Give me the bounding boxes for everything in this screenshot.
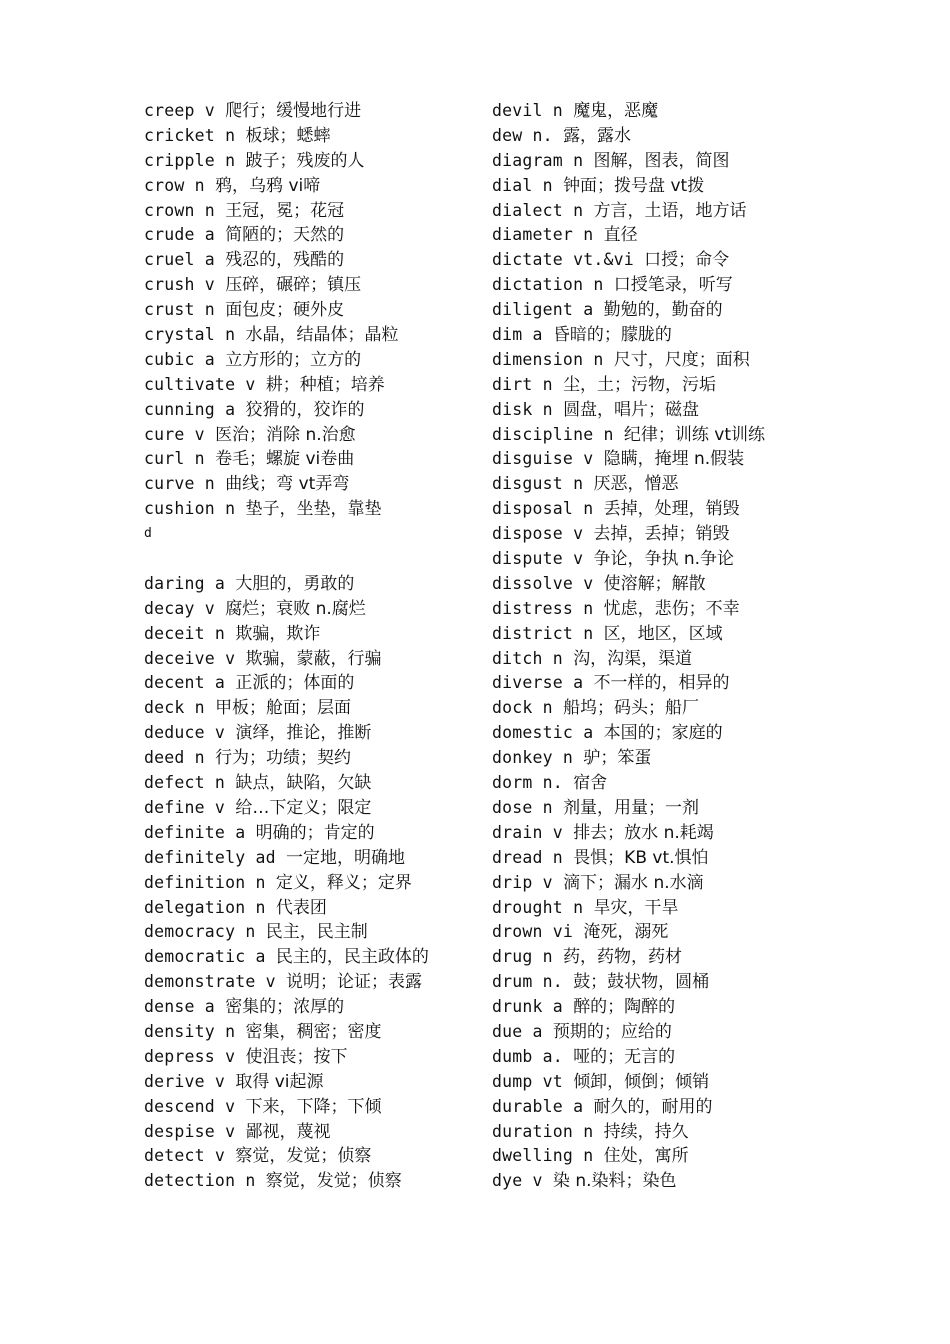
entry-word: detect v [144,1146,226,1166]
entry-word: deed n [144,748,205,768]
vocabulary-entry [144,323,484,348]
entry-definition: 隐瞒，掩埋 n.假装 [603,449,745,470]
entry-word: disk n [492,399,553,419]
entry-definition: 去掉，丢掉；销毁 [593,524,730,545]
entry-definition: 垫子，坐垫，靠垫 [245,499,382,520]
vocabulary-entry [144,472,484,497]
vocabulary-entry [492,1045,792,1070]
entry-word: drown vi [492,922,574,942]
vocabulary-entry [144,348,484,373]
entry-definition: 纪律；训练 vt训练 [623,424,765,445]
entry-definition: 民主的，民主政体的 [275,947,429,968]
entry-definition: 尘，土；污物，污垢 [563,374,717,395]
vocabulary-entry [144,1095,484,1120]
vocabulary-entry [492,348,792,373]
vocabulary-entry [492,1169,792,1194]
vocabulary-entry [144,846,484,871]
entry-definition: 耕；种植；培养 [265,374,385,395]
entry-word: define v [144,797,226,817]
entry-definition: 剂量，用量；一剂 [563,797,700,818]
vocabulary-entry [144,174,484,199]
entry-word: detection n [144,1171,256,1191]
vocabulary-entry [492,248,792,273]
entry-word: diameter n [492,225,594,245]
entry-word: cricket n [144,125,236,145]
vocabulary-entry [144,447,484,472]
entry-word: crystal n [144,325,236,345]
vocabulary-entry [144,298,484,323]
vocabulary-entry [144,1120,484,1145]
entry-word: due a [492,1021,543,1041]
entry-word: cripple n [144,150,236,170]
entry-definition: 民主，民主制 [265,922,368,943]
vocabulary-entry [144,223,484,248]
entry-word: defect n [144,773,226,793]
vocabulary-entry [492,373,792,398]
entry-definition: 演绎，推论，推断 [235,723,372,744]
entry-word: dim a [492,325,543,345]
vocabulary-entry [144,273,484,298]
vocabulary-entry [492,1070,792,1095]
entry-word: decay v [144,598,215,618]
vocabulary-entry [144,1045,484,1070]
entry-definition: 王冠，冕；花冠 [225,200,345,221]
vocabulary-entry [492,871,792,896]
entry-definition: 持续，持久 [603,1121,689,1142]
vocabulary-entry [492,223,792,248]
entry-word: dread n [492,847,563,867]
entry-word: crow n [144,175,205,195]
entry-word: density n [144,1021,236,1041]
entry-definition: 行为；功绩；契约 [215,748,352,769]
entry-word: dimension n [492,349,604,369]
entry-definition: 区，地区，区域 [603,623,723,644]
vocabulary-entry [492,447,792,472]
vocabulary-entry [492,622,792,647]
entry-definition: 耐久的，耐用的 [593,1096,713,1117]
entry-definition: 一定地，明确地 [286,847,405,868]
vocabulary-entry [492,945,792,970]
entry-word: duration n [492,1121,594,1141]
vocabulary-entry [144,1020,484,1045]
vocabulary-entry [492,174,792,199]
entry-word: diligent a [492,300,594,320]
left-vocabulary-column [144,99,484,1194]
vocabulary-entry [144,771,484,796]
vocabulary-entry [492,1095,792,1120]
entry-definition: 淹死，溺死 [583,922,669,943]
entry-word: dump vt [492,1071,563,1091]
entry-word: dictate vt.&vi [492,250,634,270]
entry-definition: 倾卸，倾倒；倾销 [573,1071,710,1092]
vocabulary-entry [492,149,792,174]
vocabulary-entry [492,597,792,622]
vocabulary-entry [144,995,484,1020]
entry-word: depress v [144,1046,236,1066]
entry-definition: 缺点，缺陷，欠缺 [235,773,372,794]
entry-definition: 跛子；残废的人 [245,150,365,171]
entry-definition: 说明；论证；表露 [286,972,422,993]
entry-word: descend v [144,1096,236,1116]
entry-definition: 勤勉的，勤奋的 [603,300,723,321]
vocabulary-entry [144,1070,484,1095]
entry-word: dew n. [492,125,553,145]
entry-word: derive v [144,1071,226,1091]
vocabulary-entry [492,896,792,921]
vocabulary-entry [144,248,484,273]
vocabulary-entry [492,572,792,597]
entry-word: deceit n [144,623,226,643]
entry-word: decent a [144,673,226,693]
entry-word: deck n [144,698,205,718]
entry-definition: 察觉，发觉；侦察 [265,1171,402,1192]
vocabulary-entry [492,671,792,696]
vocabulary-entry [144,373,484,398]
entry-word: diagram n [492,150,584,170]
entry-word: drunk a [492,997,563,1017]
entry-word: dense a [144,997,215,1017]
entry-word: dispose v [492,524,584,544]
entry-word: dial n [492,175,553,195]
entry-word: dumb a. [492,1046,563,1066]
entry-definition: 哑的；无言的 [573,1046,676,1067]
entry-definition: 滴下；漏水 n.水滴 [563,872,704,893]
entry-word: cushion n [144,499,236,519]
entry-word: drip v [492,872,553,892]
entry-word: drum n. [492,972,563,992]
vocabulary-entry [144,796,484,821]
entry-word: drug n [492,947,553,967]
entry-word: cruel a [144,250,215,270]
entry-definition: 尺寸，尺度；面积 [613,349,750,370]
entry-definition: 露，露水 [563,125,632,146]
entry-definition: 魔鬼，恶魔 [573,101,659,121]
entry-word: cunning a [144,399,236,419]
entry-word: ditch n [492,648,563,668]
entry-definition: 宿舍 [573,773,608,794]
entry-definition: 鄙视，蔑视 [245,1121,331,1142]
entry-definition: 代表团 [275,897,327,918]
entry-definition: 鼓；鼓状物，圆桶 [573,972,710,993]
entry-definition: 残忍的，残酷的 [225,250,345,271]
entry-word: despise v [144,1121,236,1141]
entry-definition: 丢掉，处理，销毁 [603,499,740,520]
entry-word: curve n [144,474,215,494]
entry-definition: 大胆的，勇敢的 [235,573,355,594]
vocabulary-entry [492,323,792,348]
entry-definition: 定义，释义；定界 [275,872,412,893]
vocabulary-entry [492,846,792,871]
vocabulary-entry [492,746,792,771]
entry-word: discipline n [492,424,614,444]
entry-definition: 直径 [603,225,638,246]
vocabulary-entry [144,398,484,423]
entry-word: crust n [144,300,215,320]
entry-definition: 昏暗的；朦胧的 [552,325,672,346]
entry-word: dialect n [492,200,584,220]
entry-definition: 使沮丧；按下 [245,1046,348,1067]
entry-definition: 口授；命令 [644,250,730,271]
entry-word: demonstrate v [144,972,276,992]
entry-definition: 欺骗，欺诈 [235,623,321,644]
entry-word: dye v [492,1171,543,1191]
entry-word: democracy n [144,922,256,942]
entry-word: diverse a [492,673,584,693]
entry-definition: 船坞；码头；船厂 [563,698,700,719]
entry-word: disgust n [492,474,584,494]
vocabulary-entry [492,696,792,721]
vocabulary-entry [144,721,484,746]
entry-word: disposal n [492,499,594,519]
entry-word: crush v [144,275,215,295]
entry-definition: 立方形的；立方的 [225,349,362,370]
entry-definition: 板球；蟋蟀 [245,125,331,146]
vocabulary-entry [144,671,484,696]
vocabulary-entry [144,970,484,995]
entry-word: distress n [492,598,594,618]
entry-word: definition n [144,872,266,892]
entry-definition: 卷毛；螺旋 vi卷曲 [215,449,355,470]
entry-definition: 水晶，结晶体；晶粒 [245,325,399,346]
entry-definition: 爬行；缓慢地行进 [225,101,362,121]
entry-definition: 取得 vi起源 [235,1071,324,1092]
vocabulary-entry [144,99,484,124]
vocabulary-entry [144,746,484,771]
entry-definition: 畏惧；KB vt.惧怕 [573,847,709,868]
entry-word: democratic a [144,947,266,967]
vocabulary-entry [144,821,484,846]
vocabulary-entry [492,547,792,572]
entry-definition: 本国的；家庭的 [603,723,723,744]
entry-definition: 欺骗，蒙蔽，行骗 [245,648,382,669]
entry-word: dirt n [492,374,553,394]
entry-definition: 醉的；陶醉的 [573,997,676,1018]
vocabulary-entry [492,522,792,547]
entry-definition: 密集的；浓厚的 [225,997,345,1018]
entry-definition: 排去；放水 n.耗竭 [573,822,714,843]
entry-word: dorm n. [492,773,563,793]
entry-definition: 忧虑，悲伤；不幸 [603,598,740,619]
right-vocabulary-column [492,99,792,1194]
entry-word: daring a [144,573,226,593]
entry-word: durable a [492,1096,584,1116]
entry-definition: 密集，稠密；密度 [245,1021,382,1042]
vocabulary-entry [144,896,484,921]
entry-word: definite a [144,822,246,842]
entry-word: domestic a [492,723,594,743]
entry-definition: 旱灾，干旱 [593,897,679,918]
vocabulary-entry [144,871,484,896]
entry-word: curl n [144,449,205,469]
entry-definition: 面包皮；硬外皮 [225,300,345,321]
entry-definition: 方言，土语，地方话 [593,200,747,221]
entry-definition: 钟面；拨号盘 vt拨 [563,175,705,196]
vocabulary-entry [492,771,792,796]
blank-line [144,547,484,572]
vocabulary-entry [144,597,484,622]
entry-definition: 明确的；肯定的 [255,822,375,843]
vocabulary-entry [144,1144,484,1169]
entry-definition: 腐烂；衰败 n.腐烂 [225,598,366,619]
entry-definition: 口授笔录，听写 [613,275,733,296]
entry-definition: 正派的；体面的 [235,673,355,694]
entry-word: definitely ad [144,847,276,867]
vocabulary-entry [492,298,792,323]
entry-word: dock n [492,698,553,718]
entry-definition: 药，药物，药材 [563,947,683,968]
entry-word: cure v [144,424,205,444]
vocabulary-entry [492,920,792,945]
entry-definition: 甲板；舱面；层面 [215,698,352,719]
entry-word: devil n [492,101,563,120]
entry-word: deceive v [144,648,236,668]
vocabulary-entry [492,721,792,746]
vocabulary-entry [492,821,792,846]
entry-word: dictation n [492,275,604,295]
vocabulary-entry [492,423,792,448]
entry-definition: 图解，图表，简图 [593,150,730,171]
vocabulary-entry [492,472,792,497]
entry-definition: 驴；笨蛋 [583,748,652,769]
entry-definition: 争论，争执 n.争论 [593,549,735,570]
entry-definition: 鸦，乌鸦 vi啼 [215,175,321,196]
entry-definition: 给…下定义；限定 [235,797,372,818]
entry-word: cubic a [144,349,215,369]
vocabulary-entry [492,199,792,224]
entry-word: disguise v [492,449,594,469]
vocabulary-entry [492,1120,792,1145]
vocabulary-entry [144,945,484,970]
entry-word: dwelling n [492,1146,594,1166]
vocabulary-entry [144,149,484,174]
vocabulary-entry [144,696,484,721]
entry-definition: 压碎，碾碎；镇压 [225,275,362,296]
entry-word: dissolve v [492,573,594,593]
entry-word: creep v [144,101,215,120]
entry-definition: 住处，寓所 [603,1146,689,1167]
entry-word: deduce v [144,723,226,743]
vocabulary-entry [492,99,792,124]
entry-word: dose n [492,797,553,817]
vocabulary-entry [492,796,792,821]
entry-definition: 圆盘，唱片；磁盘 [563,399,700,420]
vocabulary-entry [492,1020,792,1045]
vocabulary-entry [144,920,484,945]
entry-word: dispute v [492,549,584,569]
entry-definition: 染 n.染料；染色 [552,1171,677,1192]
entry-definition: 下来，下降；下倾 [245,1096,382,1117]
entry-word: district n [492,623,594,643]
entry-definition: 察觉，发觉；侦察 [235,1146,372,1167]
vocabulary-entry [492,398,792,423]
entry-definition: 不一样的，相异的 [593,673,730,694]
entry-word: crude a [144,225,215,245]
entry-definition: 使溶解；解散 [603,573,706,594]
entry-definition: 沟，沟渠，渠道 [573,648,693,669]
vocabulary-entry [144,647,484,672]
vocabulary-entry [144,124,484,149]
vocabulary-entry [492,995,792,1020]
entry-word: drain v [492,822,563,842]
vocabulary-entry [144,199,484,224]
vocabulary-entry [492,970,792,995]
vocabulary-entry [144,423,484,448]
vocabulary-entry [144,1169,484,1194]
entry-definition: 曲线；弯 vt弄弯 [225,474,350,495]
vocabulary-entry [492,647,792,672]
entry-word: donkey n [492,748,574,768]
entry-definition: 狡猾的，狡诈的 [245,399,365,420]
vocabulary-entry [492,124,792,149]
vocabulary-entry [492,273,792,298]
entry-word: cultivate v [144,374,256,394]
vocabulary-entry [144,622,484,647]
entry-definition: 厌恶，憎恶 [593,474,679,495]
entry-definition: 预期的；应给的 [552,1021,672,1042]
entry-word: drought n [492,897,584,917]
entry-word: delegation n [144,897,266,917]
vocabulary-entry [492,1144,792,1169]
vocabulary-entry [144,497,484,522]
entry-definition: 医治；消除 n.治愈 [215,424,356,445]
section-letter: d [144,526,152,542]
entry-word: crown n [144,200,215,220]
vocabulary-entry [144,572,484,597]
entry-definition: 简陋的；天然的 [225,225,345,246]
vocabulary-entry [492,497,792,522]
